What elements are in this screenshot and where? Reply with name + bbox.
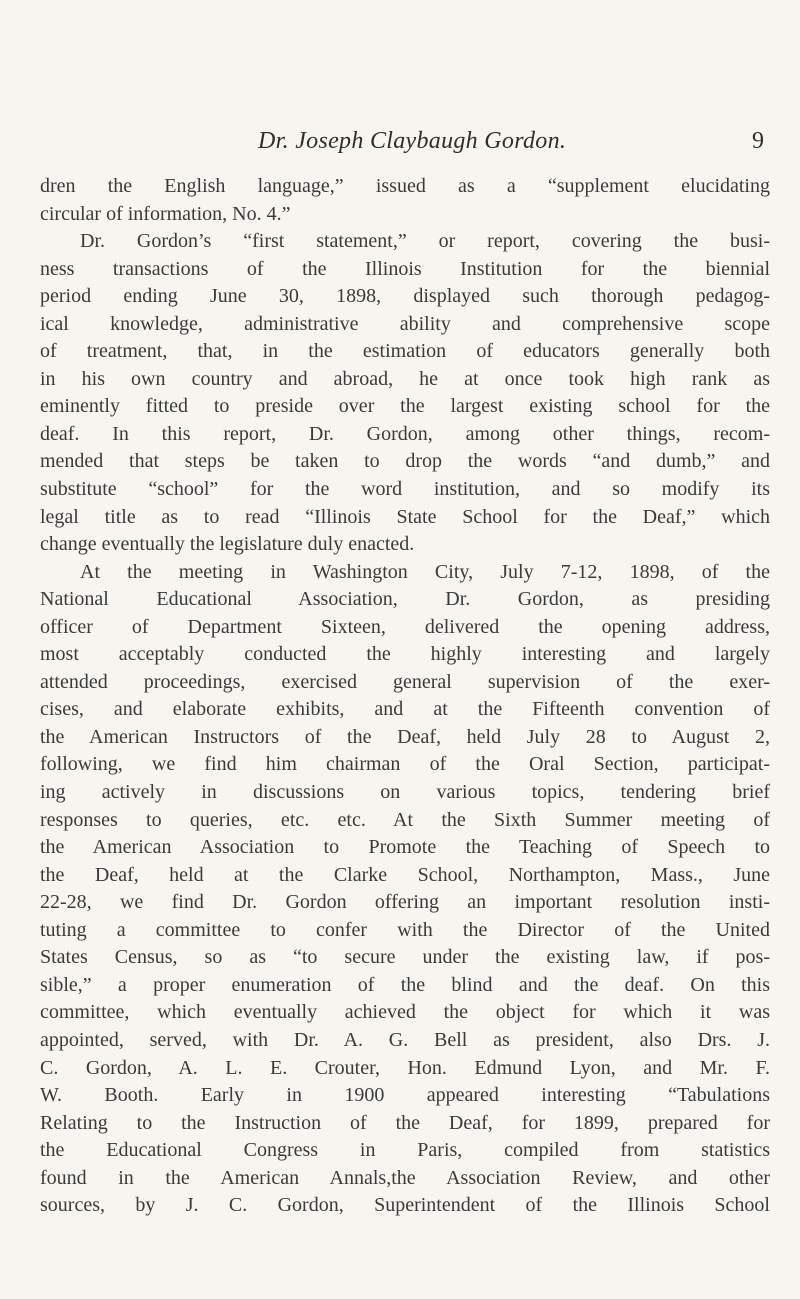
text-line: the American Instructors of the Deaf, held July 28 to August 2, [40, 725, 770, 748]
text-line: 22-28, we find Dr. Gordon offering an important resolution insti- [40, 891, 770, 914]
text-line: change eventually the legislature duly enacted. [40, 533, 415, 556]
text-line: appointed, served, with Dr. A. G. Bell as president, also Drs. J. [40, 1028, 770, 1051]
text-line: At the meeting in Washington City, July 7-12, 1898, of the [80, 560, 770, 583]
text-line: the Deaf, held at the Clarke School, Northampton, Mass., June [40, 863, 770, 886]
text-line: deaf. In this report, Dr. Gordon, among other things, recom- [40, 422, 770, 445]
text-line: found in the American Annals,the Association Review, and other [40, 1166, 770, 1189]
text-line: committee, which eventually achieved the object for which it was [40, 1001, 770, 1024]
text-line: sible,” a proper enumeration of the blind and the deaf. On this [40, 973, 770, 996]
text-line: W. Booth. Early in 1900 appeared interesting “Tabulations [40, 1084, 770, 1107]
text-line: officer of Department Sixteen, delivered the opening address, [40, 615, 770, 638]
text-line: period ending June 30, 1898, displayed such thorough pedagog- [40, 285, 770, 308]
text-line: dren the English language,” issued as a “supplement elucidating [40, 175, 770, 197]
text-line: substitute “school” for the word institution, and so modify its [40, 478, 770, 501]
text-line: tuting a committee to confer with the Director of the United [40, 918, 770, 941]
text-line: attended proceedings, exercised general supervision of the exer- [40, 670, 770, 693]
text-line: the American Association to Promote the Teaching of Speech to [40, 836, 770, 859]
text-line: cises, and elaborate exhibits, and at the Fifteenth convention of [40, 698, 770, 721]
text-line: National Educational Association, Dr. Gordon, as presiding [40, 588, 770, 611]
text-line: Dr. Gordon’s “first statement,” or report, covering the busi- [80, 230, 770, 253]
text-line: most acceptably conducted the highly interesting and largely [40, 643, 770, 666]
running-head-title: Dr. Joseph Claybaugh Gordon. [258, 128, 567, 154]
text-line: C. Gordon, A. L. E. Crouter, Hon. Edmund Lyon, and Mr. F. [40, 1056, 770, 1079]
text-line: of treatment, that, in the estimation of educators generally both [40, 340, 770, 363]
body-text [40, 173, 770, 1220]
text-line: States Census, so as “to secure under the existing law, if pos- [40, 946, 770, 969]
running-head [0, 128, 800, 162]
page-number: 9 [752, 128, 764, 154]
text-line: responses to queries, etc. etc. At the Sixth Summer meeting of [40, 808, 770, 831]
text-line: the Educational Congress in Paris, compiled from statistics [40, 1139, 770, 1162]
text-line: legal title as to read “Illinois State School for the Deaf,” which [40, 505, 770, 528]
text-line: sources, by J. C. Gordon, Superintendent of the Illinois School [40, 1194, 770, 1217]
text-line: ical knowledge, administrative ability and comprehensive scope [40, 312, 770, 335]
text-line: eminently fitted to preside over the largest existing school for the [40, 395, 770, 418]
text-line: circular of information, No. 4.” [40, 202, 291, 225]
text-line: mended that steps be taken to drop the words “and dumb,” and [40, 450, 770, 473]
text-line: following, we find him chairman of the Oral Section, participat- [40, 753, 770, 776]
text-line: in his own country and abroad, he at once took high rank as [40, 367, 770, 390]
text-line: Relating to the Instruction of the Deaf, for 1899, prepared for [40, 1111, 770, 1134]
text-line: ness transactions of the Illinois Institution for the biennial [40, 257, 770, 280]
text-line: ing actively in discussions on various topics, tendering brief [40, 781, 770, 804]
